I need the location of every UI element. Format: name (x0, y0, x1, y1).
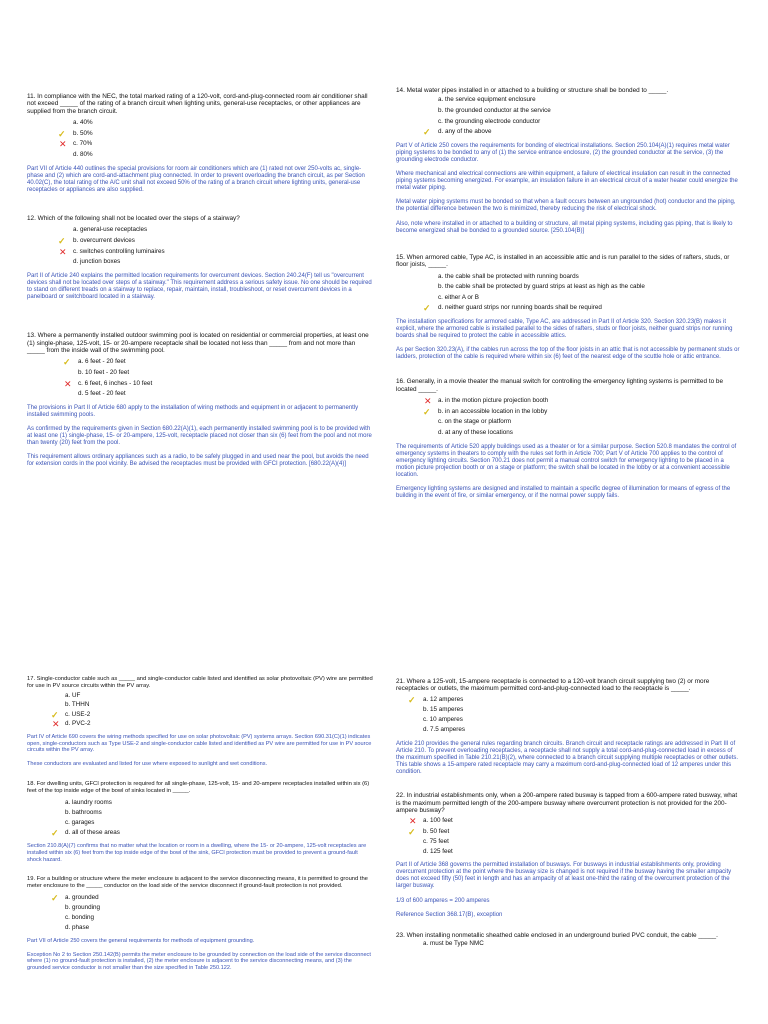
option-d[interactable] (51, 828, 373, 839)
question-text: 12. Which of the following shall not be located over the steps of a stairway? (27, 214, 240, 222)
question-text: 19. For a building or structure where the meter enclosure is adjacent to the service disconnecting means, it is permitted to ground the meter enclosure to the _____ conductor on the load side of the service disconnect if ground-fault protection is not provided. (27, 876, 368, 890)
question-text: 15. When armored cable, Type AC, is installed in an accessible attic and is run parallel to the sides of rafters, studs, or floor joists, _____. (396, 253, 730, 269)
question-text: 18. For dwelling units, GFCI protection is required for all single-phase, 125-volt, 15- and 20-ampere receptacles installed within six (6) feet of the top inside edge of the bowl of sinks located in _____. (27, 780, 370, 794)
explanation: 1/3 of 600 amperes = 200 amperes (396, 897, 490, 904)
option-c[interactable] (64, 378, 373, 390)
answer-options (396, 272, 742, 314)
option-label: a. 12 amperes (423, 695, 464, 703)
x-mark-icon: ✕ (52, 719, 60, 730)
explanation: Part II of Article 368 governs the permitted installation of busways. For busways in industrial establishments only, providing overcurrent protection at the point where the busway size is changed is not required if the busway having the smaller ampacity does not exceed fifty (50) feet in length and has an ampacity of at least one-third the rating of the overcurrent protection of the larger busway. (396, 862, 732, 890)
option-d[interactable]: d. at any of these locations (438, 428, 513, 436)
explanation: Part VII of Article 250 covers the general requirements for methods of equipment grounding. (27, 938, 255, 945)
checkmark-icon: ✓ (58, 235, 66, 246)
option-c[interactable] (51, 709, 373, 720)
answer-options (396, 695, 742, 736)
option-a[interactable] (63, 357, 373, 368)
checkmark-icon: ✓ (408, 826, 416, 837)
option-label: d. any of the above (438, 128, 492, 136)
x-mark-icon: ✕ (409, 816, 417, 827)
question-17 (27, 676, 373, 768)
option-label: a. 6 feet - 20 feet (78, 358, 126, 366)
question-13 (27, 332, 373, 468)
option-c[interactable]: c. on the stage or platform (438, 418, 512, 426)
option-a[interactable] (409, 816, 742, 827)
explanation: The provisions in Part II of Article 680 apply to the installation of wiring methods and equipment in or adjacent to permanently installed swimming pools. (27, 404, 359, 418)
option-d[interactable]: d. 80% (73, 151, 93, 158)
question-text: 13. Where a permanently installed outdoor swimming pool is located on residential or commercial properties, at least one (1) single-phase, 125-volt, 15- or 20-ampere receptacle shall be located not less than _____ from and not more than _____ from the inside wall of the swimming pool. (27, 332, 369, 354)
question-text: 21. Where a 125-volt, 15-ampere receptacle is connected to a 120-volt branch circuit supplying two (2) or more receptacles or outlets, the maximum permitted cord-and-plug-connected load to the receptacle is _____. (396, 678, 710, 693)
option-c[interactable]: c. 10 amperes (423, 716, 463, 724)
option-d[interactable]: d. 7.5 amperes (423, 726, 466, 734)
checkmark-icon: ✓ (408, 694, 416, 705)
question-12 (27, 215, 373, 301)
question-16 (396, 378, 742, 500)
option-d[interactable]: d. junction boxes (73, 258, 121, 266)
question-text: 14. Metal water pipes installed in or attached to a building or structure shall be bonded to _____. (396, 87, 669, 94)
option-label: b. 50 feet (423, 827, 450, 835)
explanation: Part VII of Article 440 outlines the special provisions for room air conditioners which are (1) rated not over 250-volts ac, single-phase and (2) which are cord-and-attachment plug connected. In order to prevent overloading the branch circuit, as per Section 40.02(C), the total rating of the A/C unit shall not exceed 50% of the rating of a branch circuit where lighting units, general-use receptacles or appliances are also supplied. (27, 165, 365, 193)
option-c[interactable] (59, 246, 373, 258)
answer-options (396, 816, 742, 857)
x-mark-icon: ✕ (59, 139, 67, 150)
column-top-left (27, 93, 373, 475)
option-d[interactable] (423, 303, 742, 314)
checkmark-icon: ✓ (51, 893, 59, 904)
option-label: c. switches controlling luminaires (73, 247, 165, 255)
checkmark-icon: ✓ (423, 303, 431, 314)
x-mark-icon: ✕ (64, 378, 72, 389)
question-19 (27, 876, 373, 971)
option-label: b. overcurrent devices (73, 236, 135, 244)
option-b[interactable]: b. the grounded conductor at the service (438, 107, 551, 114)
answer-options (27, 118, 373, 160)
checkmark-icon: ✓ (51, 828, 59, 839)
x-mark-icon: ✕ (59, 246, 67, 257)
option-label: a. grounded (65, 894, 99, 902)
explanation: Metal water piping systems must be bonded so that when a fault occurs between an ungrounded (hot) conductor and the piping, the potential difference between the two is minimized, thereby reducing the risk of electrical shock. (396, 199, 736, 213)
option-d[interactable]: d. 125 feet (423, 847, 453, 855)
x-mark-icon: ✕ (424, 396, 432, 407)
option-b[interactable] (58, 128, 373, 140)
question-15 (396, 254, 742, 362)
answer-options (27, 798, 373, 838)
answer-options (27, 357, 373, 399)
option-d[interactable]: d. phase (65, 924, 90, 932)
checkmark-icon: ✓ (423, 406, 431, 417)
explanation: This requirement allows ordinary appliances such as a radio, to be safely plugged in and used near the pool, but avoids the need for extension cords in the pool vicinity. Be advised the receptacles must be provided with GFCI protection. [680.22(A)(4)] (27, 454, 369, 468)
explanation: As per Section 320.23(A), if the cables run across the top of the floor joists in an attic that is not accessible by permanent studs or ladders, protection of the cable is required where within six (6) feet of the nearest edge of the scuttle hole or attic entrance. (396, 347, 740, 361)
explanation: The requirements of Article 520 apply buildings used as a theater or for a similar purpose. Section 520.8 mandates the control of emergency systems in theaters to comply with the rules set forth in Article 700; Part V of Article 700 applies to the control of emergency lighting circuits. Section 700.21 does not permit a manual control switch for emergency lighting to be placed in a motion picture projection booth or on a stage or platform; the switch shall be located in the lobby or at a convenient accessible location. (396, 443, 737, 478)
option-c[interactable]: c. the grounding electrode conductor (438, 117, 541, 125)
question-14 (396, 87, 742, 235)
checkmark-icon: ✓ (51, 709, 59, 720)
option-label: c. 6 feet, 6 inches - 10 feet (78, 379, 153, 387)
option-c[interactable]: c. 75 feet (423, 837, 449, 845)
answer-options (27, 691, 373, 729)
option-a[interactable]: a. laundry rooms (65, 799, 112, 807)
option-label: b. in an accessible location in the lobby (438, 407, 548, 415)
answer-options (396, 939, 742, 950)
explanation: Where mechanical and electrical connections are within equipment, a failure of electrical insulation can result in the connected piping systems becoming energized. For example, an insulation failure in an electrical circuit of a water heater could energize the metal water piping. (396, 171, 738, 192)
answer-options (396, 95, 742, 137)
question-text: 16. Generally, in a movie theater the manual switch for controlling the emergency lighting systems is permitted to be located _____. (396, 378, 724, 393)
explanation: As confirmed by the requirements given in Section 680.22(A)(1), each permanently installed swimming pool is to be provided with at least one (1) single-phase, 15- or 20-ampere, 125-volt, receptacle placed not closer than six (6) feet from the pool and not more than twenty (20) feet from the pool. (27, 425, 372, 447)
explanation: Also, note where installed in or attached to a building or structure, all metal piping systems, including gas piping, that is likely to become energized shall be bonded to a grounded source. [250.104(B)] (396, 220, 733, 234)
question-11 (27, 93, 373, 194)
option-b[interactable]: b. 10 feet - 20 feet (78, 368, 130, 376)
question-23 (396, 932, 742, 950)
column-bottom-left (27, 676, 373, 979)
option-label: c. 70% (73, 140, 93, 148)
option-label: d. all of these areas (65, 829, 120, 837)
option-d[interactable] (52, 719, 373, 730)
column-bottom-right (396, 678, 742, 955)
option-a[interactable]: a. general-use receptacles (73, 226, 148, 234)
question-text: 11. In compliance with the NEC, the total marked rating of a 120-volt, cord-and-plug-connected room air conditioner shall not exceed _____ of the rating of a branch circuit when lighting units, general-use receptacles, or other appliances are supplied from the branch circuit. (27, 93, 368, 115)
explanation: The installation specifications for armored cable, Type AC, are addressed in Part II of Article 320. Section 320.23(B) makes it explicit, where the armored cable is installed parallel to the sides of rafters, studs or floor joists, neither guard strips nor running boards shall be required to protect the cable in accessible attics. (396, 318, 733, 340)
option-a[interactable]: a. UF (65, 691, 81, 699)
checkmark-icon: ✓ (63, 357, 71, 368)
option-d[interactable]: d. 5 feet - 20 feet (78, 390, 126, 398)
explanation: Part II of Article 240 explains the permitted location requirements for overcurrent devices. Section 240.24(F) tell us "overcurrent devices shall not be located over steps of a stairway." This requirement address a serious safety issue. No one should be required to stand on different treads on a stairway to replace, repair, maintain, install, troubleshoot, or reset overcurrent devices in a panelboard or switchboard located in a stairway. (27, 272, 372, 301)
option-label: c. USE-2 (65, 710, 91, 718)
question-text: 22. In industrial establishments only, when a 200-ampere rated busway is tapped from a 600-ampere rated busway, what is the maximum permitted length of the 200-ampere busway where overcurrent protection is not provided for the 200-ampere busway? (396, 792, 738, 814)
checkmark-icon: ✓ (58, 128, 66, 139)
question-text: 23. When installing nonmetallic sheathed cable enclosed in an underground buried PVC conduit, the cable _____. (396, 931, 718, 939)
option-b[interactable] (408, 826, 742, 837)
option-a[interactable]: a. 40% (73, 119, 93, 127)
answer-options (27, 893, 373, 933)
answer-options (396, 396, 742, 438)
option-b[interactable]: b. the cable shall be protected by guard strips at least as high as the cable (438, 283, 645, 291)
option-label: d. PVC-2 (65, 720, 91, 728)
explanation: Part IV of Article 690 covers the wiring methods specified for use on solar photovoltaic (PV) systems arrays. Section 690.31(C)(1) indicates open, single-conductors such as Type USE-2 and single-conductor cable listed and identified as PV wire are permitted for use in PV source circuits within the PV array. (27, 733, 372, 754)
question-22 (396, 792, 742, 919)
explanation: Part V of Article 250 covers the requirements for bonding of electrical installations. Section 250.104(A)(1) requires metal water piping systems to be bonded to any of (1) the service entrance enclosure, (2) the grounded conductor at the service, (3) the grounding electrode conductor. (396, 142, 730, 163)
answer-options (27, 225, 373, 267)
option-b[interactable]: b. bathrooms (65, 809, 102, 817)
option-label: d. neither guard strips nor running boards shall be required (438, 304, 602, 312)
option-a[interactable]: a. the cable shall be protected with running boards (438, 272, 579, 280)
question-21 (396, 678, 742, 776)
option-d[interactable] (423, 127, 742, 138)
option-b[interactable]: b. 15 amperes (423, 706, 464, 714)
option-label: a. in the motion picture projection booth (438, 397, 549, 405)
explanation: These conductors are evaluated and listed for use where exposed to sunlight and wet conditions. (27, 761, 268, 768)
option-b[interactable]: b. grounding (65, 904, 101, 912)
option-label: a. 100 feet (423, 817, 453, 825)
option-label: b. 50% (73, 129, 93, 137)
option-c[interactable] (59, 139, 373, 150)
explanation: Section 210.8(A)(7) confirms that no matter what the location or room in a dwelling, where the 15- or 20-ampere, 125-volt receptacles are installed within six (6) feet from the top inside edge of the bowl of the sink, GFCI protection must be provided to prevent a ground-fault shock hazard. (27, 843, 367, 863)
option-b[interactable] (58, 235, 373, 247)
question-text: 17. Single-conductor cable such as _____ and single-conductor cable listed and identified as solar photovoltaic (PV) wire are permitted for use in PV source circuits within the PV array. (27, 676, 373, 689)
option-a[interactable] (51, 893, 373, 904)
column-top-right (396, 87, 742, 507)
explanation: Article 210 provides the general rules regarding branch circuits. Branch circuit and receptacle ratings are addressed in Part III of Article 210. To prevent overloading receptacles, a receptacle shall not supply a total cord-and-plug-connected load in excess of the maximum specified in Table 210.21(B)(2), where connected to a branch circuit supplying multiple receptacles or other outlets. This table shows a 15-ampere rated receptacle may carry a maximum cord-and-plug-connected load of 12 amperes under this condition. (396, 740, 739, 775)
option-c[interactable]: c. bonding (65, 914, 95, 922)
option-c[interactable]: c. either A or B (438, 293, 479, 301)
option-a[interactable]: a. the service equipment enclosure (438, 96, 536, 104)
option-b[interactable]: b. THHN (65, 701, 90, 709)
option-a[interactable]: a. must be Type NMC (423, 940, 484, 948)
option-a[interactable] (424, 396, 742, 407)
checkmark-icon: ✓ (423, 127, 431, 138)
option-b[interactable] (423, 406, 742, 418)
explanation: Exception No 2 to Section 250.142(B) permits the meter enclosure to be grounded by connection on the load side of the service disconnect where (1) no ground-fault protection is installed, (2) the meter enclosure is adjacent to the service disconnecting means, and (3) the grounded service conductor is not smaller than the size specified in Table 250.122. (27, 951, 371, 972)
explanation: Emergency lighting systems are designed and installed to maintain a specific degree of illumination for means of egress of the building in the event of fire, or similar emergency, or if the normal power supply fails. (396, 486, 731, 500)
option-a[interactable] (408, 694, 742, 705)
explanation: Reference Section 368.17(B), exception (396, 911, 503, 918)
option-c[interactable]: c. garages (65, 819, 95, 827)
question-18 (27, 781, 373, 864)
